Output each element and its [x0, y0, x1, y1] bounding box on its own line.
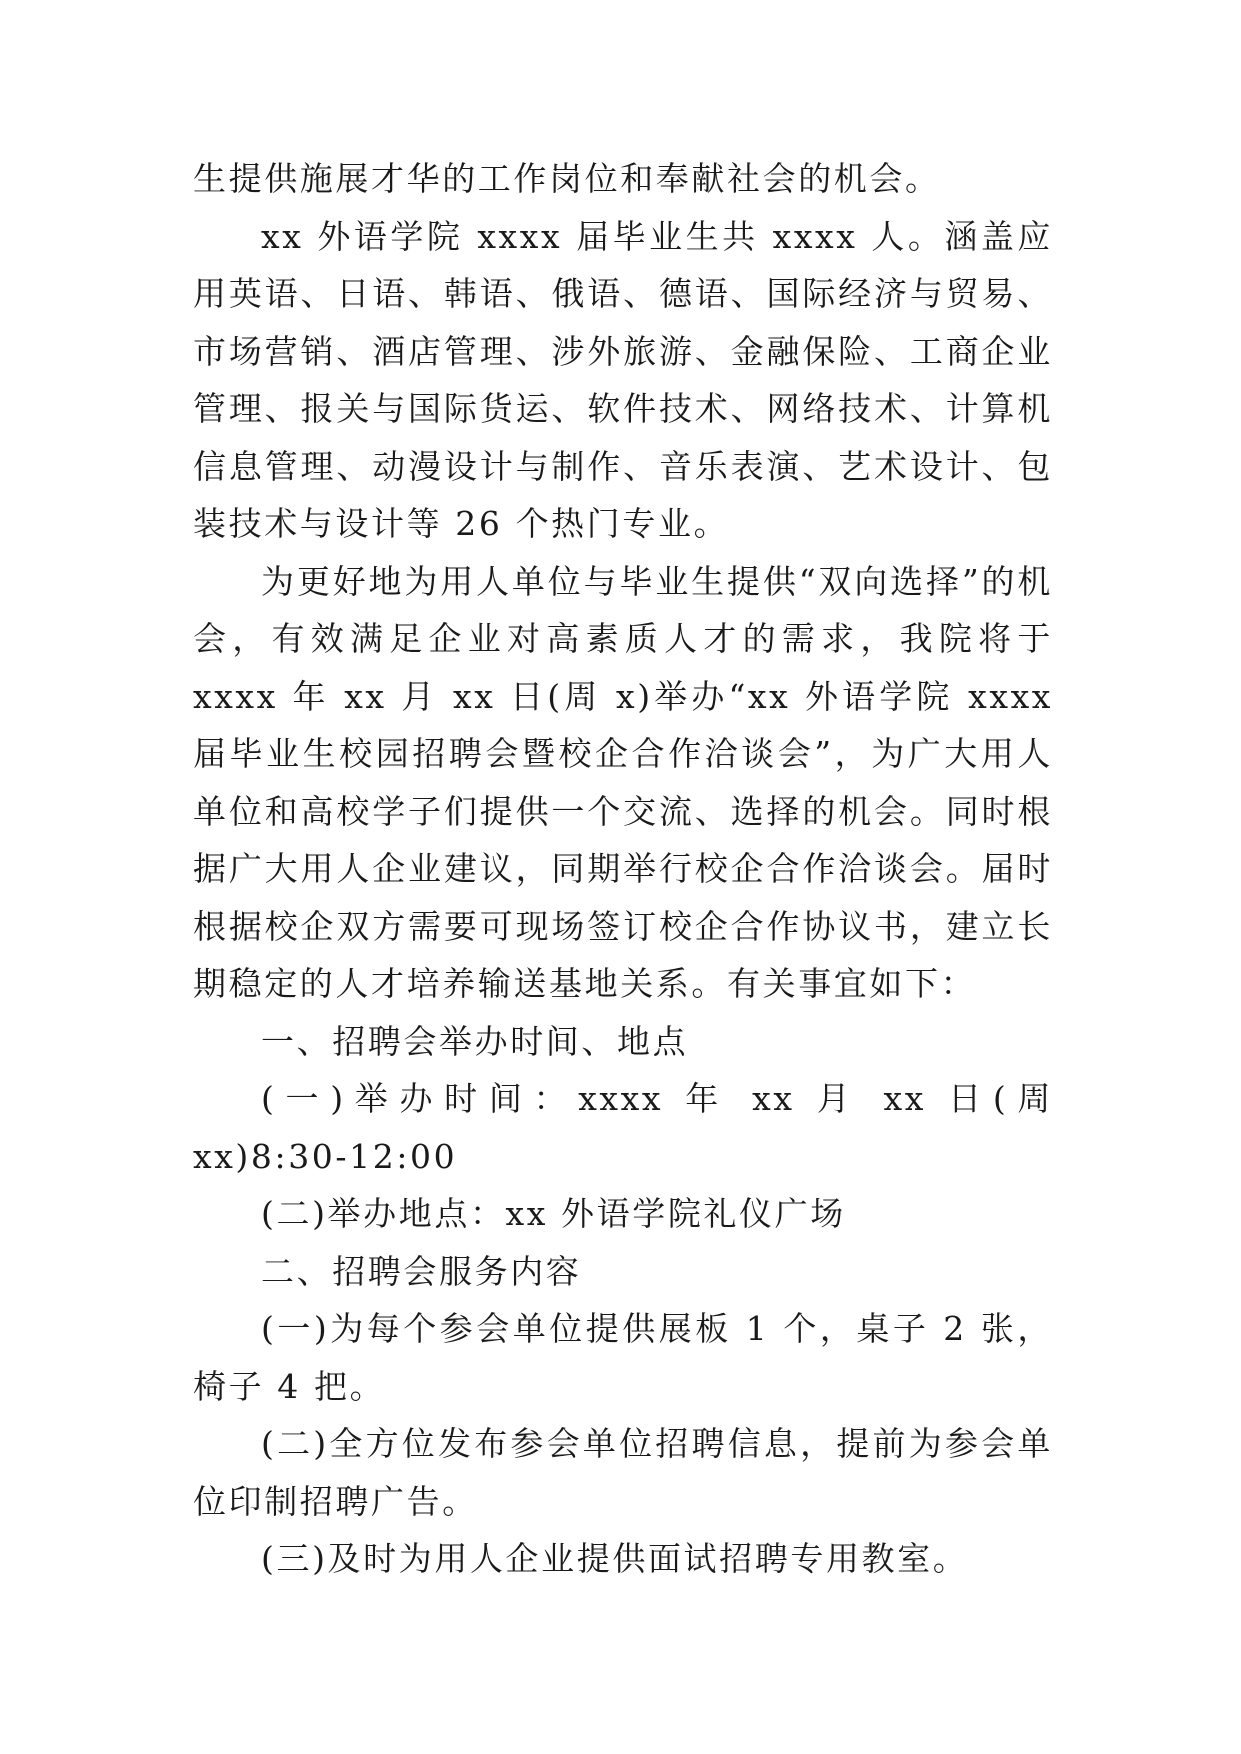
- paragraph-job-fair-announcement: 为更好地为用人单位与毕业生提供“双向选择”的机会，有效满足企业对高素质人才的需求，我院将于 xxxx 年 xx 月 xx 日(周 x)举办“xx 外语学院 xxxx 届毕业生校园招聘会暨校企合作洽谈会”，为广大用人单位和高校学子们提供一个交流、选择的机会。同时根据广大用人企业建议，同期举行校企合作洽谈会。届时根据校企双方需要可现场签订校企合作协议书，建立长期稳定的人才培养输送基地关系。有关事宜如下：: [193, 561, 1053, 1003]
- item-event-location: (二)举办地点：xx 外语学院礼仪广场: [261, 1194, 846, 1233]
- item-service-interview-rooms: (三)及时为用人企业提供面试招聘专用教室。: [261, 1539, 969, 1578]
- item-event-time: (一)举办时间：xxxx 年 xx 月 xx 日(周 xx)8:30-12:00: [193, 1079, 1053, 1176]
- document-body: [193, 150, 1053, 1588]
- item-service-publicity: (二)全方位发布参会单位招聘信息，提前为参会单位印制招聘广告。: [193, 1424, 1053, 1521]
- paragraph-continuation: 生提供施展才华的工作岗位和奉献社会的机会。: [193, 159, 941, 198]
- paragraph-graduates-overview: xx 外语学院 xxxx 届毕业生共 xxxx 人。涵盖应用英语、日语、韩语、俄语、德语、国际经济与贸易、市场营销、酒店管理、涉外旅游、金融保险、工商企业管理、报关与国际货运、软件技术、网络技术、计算机信息管理、动漫设计与制作、音乐表演、艺术设计、包装技术与设计等 26 个热门专业。: [193, 216, 1053, 543]
- section-heading-services: 二、招聘会服务内容: [261, 1251, 582, 1291]
- item-service-booth: (一)为每个参会单位提供展板 1 个，桌子 2 张，椅子 4 把。: [193, 1309, 1053, 1406]
- section-heading-time-location: 一、招聘会举办时间、地点: [261, 1021, 689, 1061]
